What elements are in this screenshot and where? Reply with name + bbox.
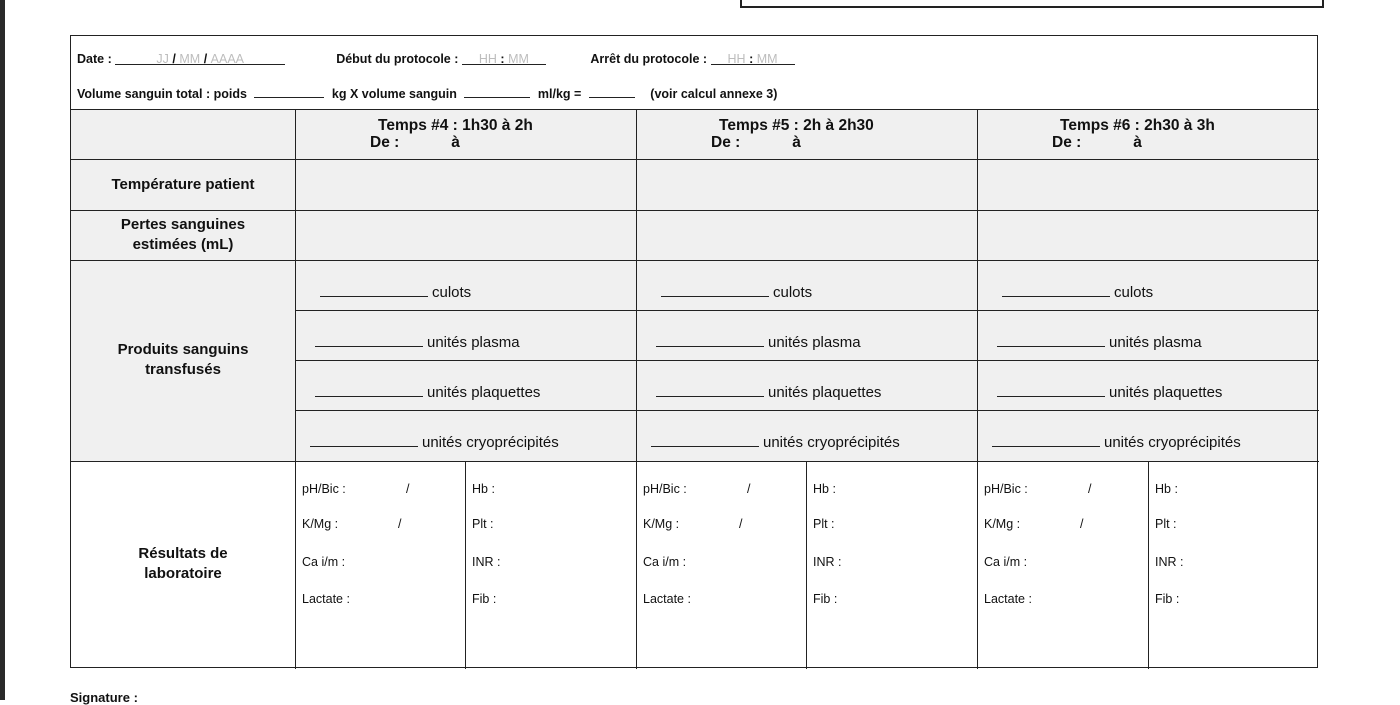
lab-kmg-sep: / [739, 517, 743, 531]
blood-volume-field[interactable] [464, 85, 530, 98]
kg-label: kg X volume sanguin [331, 87, 457, 101]
row-label-temperature: Température patient [111, 176, 255, 193]
lab-ph-6[interactable] [984, 482, 1092, 496]
product-cryo-4[interactable] [310, 432, 559, 451]
lab-inr-4[interactable]: INR : [472, 555, 501, 569]
lab-ph-label: pH/Bic : [302, 482, 346, 496]
product-plaquettes-5[interactable] [656, 382, 881, 401]
product-plaquettes-6[interactable] [997, 382, 1222, 401]
row-label-products [71, 340, 295, 380]
date-sep-1: / [172, 52, 176, 66]
row-label-lab [71, 544, 295, 584]
date-mm-placeholder: MM [179, 52, 201, 66]
protocol-form [70, 35, 1318, 668]
blood-loss-line2: estimées (mL) [132, 236, 234, 253]
date-yyyy-placeholder: AAAA [210, 52, 245, 66]
lab-ph-sep: / [747, 482, 751, 496]
lab-line2: laboratoire [144, 565, 222, 582]
period-6-from: De : [1052, 134, 1082, 151]
lab-kmg-label: K/Mg : [643, 517, 680, 531]
lab-ph-5[interactable] [643, 482, 751, 496]
row-label-blood-loss [71, 215, 295, 255]
product-plasma-5[interactable] [656, 332, 861, 351]
annex-note: (voir calcul annexe 3) [650, 87, 778, 101]
lab-ph-4[interactable] [302, 482, 410, 496]
lab-plt-4[interactable]: Plt : [472, 517, 494, 531]
product-label: unités plaquettes [427, 384, 541, 401]
lab-kmg-4[interactable] [302, 517, 402, 531]
lab-ph-label: pH/Bic : [643, 482, 687, 496]
lab-kmg-label: K/Mg : [984, 517, 1021, 531]
lab-ph-label: pH/Bic : [984, 482, 1028, 496]
lab-fib-4[interactable]: Fib : [472, 592, 497, 606]
blood-loss-line1: Pertes sanguines [120, 216, 246, 233]
period-5-from: De : [711, 134, 741, 151]
lab-fib-5[interactable]: Fib : [813, 592, 838, 606]
lab-ca-5[interactable]: Ca i/m : [643, 555, 687, 569]
date-sep-2: / [203, 52, 208, 66]
start-mm-placeholder: MM [508, 52, 529, 66]
window-edge [0, 0, 5, 700]
temperature-input-6[interactable] [978, 160, 1318, 210]
product-plaquettes-4[interactable] [315, 382, 540, 401]
product-label: unités plasma [427, 334, 520, 351]
period-4-from: De : [370, 134, 400, 151]
product-culots-5[interactable] [661, 282, 812, 301]
lab-hb-5[interactable]: Hb : [813, 482, 836, 496]
products-line2: transfusés [145, 361, 221, 378]
stop-time-field[interactable] [711, 52, 795, 65]
weight-field[interactable] [254, 85, 324, 98]
start-time-sep: : [500, 52, 505, 66]
temperature-input-4[interactable] [296, 160, 636, 210]
total-volume-field[interactable] [589, 85, 635, 98]
product-label: culots [432, 284, 472, 301]
lab-lactate-5[interactable]: Lactate : [643, 592, 691, 606]
lab-ph-sep: / [1088, 482, 1092, 496]
volume-label: Volume sanguin total : poids [77, 87, 247, 101]
stop-label: Arrêt du protocole : [590, 52, 708, 66]
temperature-input-5[interactable] [637, 160, 977, 210]
product-cryo-5[interactable] [651, 432, 900, 451]
product-label: unités cryoprécipités [422, 434, 559, 451]
lab-hb-4[interactable]: Hb : [472, 482, 495, 496]
lab-ca-6[interactable]: Ca i/m : [984, 555, 1028, 569]
period-6-header [1052, 117, 1215, 151]
period-4-title: Temps #4 : 1h30 à 2h [378, 117, 533, 134]
lab-fib-6[interactable]: Fib : [1155, 592, 1180, 606]
product-culots-6[interactable] [1002, 282, 1153, 301]
lab-hb-6[interactable]: Hb : [1155, 482, 1178, 496]
blood-loss-input-5[interactable] [637, 211, 977, 260]
lab-lactate-6[interactable]: Lactate : [984, 592, 1032, 606]
period-4-header [370, 117, 533, 151]
product-label: unités plasma [1109, 334, 1202, 351]
lab-kmg-sep: / [398, 517, 402, 531]
product-culots-4[interactable] [320, 282, 471, 301]
stop-hh-placeholder: HH [727, 52, 746, 66]
start-hh-placeholder: HH [478, 52, 497, 66]
lab-inr-6[interactable]: INR : [1155, 555, 1184, 569]
date-field[interactable] [115, 52, 285, 65]
lab-lactate-4[interactable]: Lactate : [302, 592, 350, 606]
period-5-title: Temps #5 : 2h à 2h30 [719, 117, 874, 134]
blood-loss-input-6[interactable] [978, 211, 1318, 260]
product-label: unités plaquettes [768, 384, 882, 401]
period-5-header [711, 117, 874, 151]
lab-plt-6[interactable]: Plt : [1155, 517, 1177, 531]
signature-label: Signature : [70, 690, 138, 705]
period-6-to: à [1133, 134, 1142, 151]
period-5-to: à [792, 134, 801, 151]
stop-time-sep: : [749, 52, 754, 66]
date-dd-placeholder: JJ [156, 52, 169, 66]
product-label: unités plasma [768, 334, 861, 351]
product-label: unités cryoprécipités [1104, 434, 1241, 451]
header-line-dates [77, 52, 795, 66]
stop-mm-placeholder: MM [756, 52, 778, 66]
period-4-to: à [451, 134, 460, 151]
lab-ph-sep: / [406, 482, 410, 496]
lab-inr-5[interactable]: INR : [813, 555, 842, 569]
product-label: culots [1114, 284, 1154, 301]
date-label: Date : [77, 52, 112, 66]
product-cryo-6[interactable] [992, 432, 1241, 451]
previous-box-bottom [740, 0, 1324, 8]
product-label: unités cryoprécipités [763, 434, 900, 451]
start-time-field[interactable] [462, 52, 546, 65]
product-label: unités plaquettes [1109, 384, 1223, 401]
lab-line1: Résultats de [138, 545, 228, 562]
lab-kmg-sep: / [1080, 517, 1084, 531]
lab-kmg-5[interactable] [643, 517, 743, 531]
lab-ca-4[interactable]: Ca i/m : [302, 555, 346, 569]
period-6-title: Temps #6 : 2h30 à 3h [1060, 117, 1215, 134]
blood-loss-input-4[interactable] [296, 211, 636, 260]
product-plasma-6[interactable] [997, 332, 1202, 351]
product-plasma-4[interactable] [315, 332, 520, 351]
mlkg-label: ml/kg = [537, 87, 582, 101]
products-line1: Produits sanguins [117, 341, 249, 358]
product-label: culots [773, 284, 813, 301]
header-line-volume [77, 85, 777, 101]
start-label: Début du protocole : [336, 52, 459, 66]
lab-kmg-label: K/Mg : [302, 517, 339, 531]
lab-plt-5[interactable]: Plt : [813, 517, 835, 531]
lab-kmg-6[interactable] [984, 517, 1084, 531]
